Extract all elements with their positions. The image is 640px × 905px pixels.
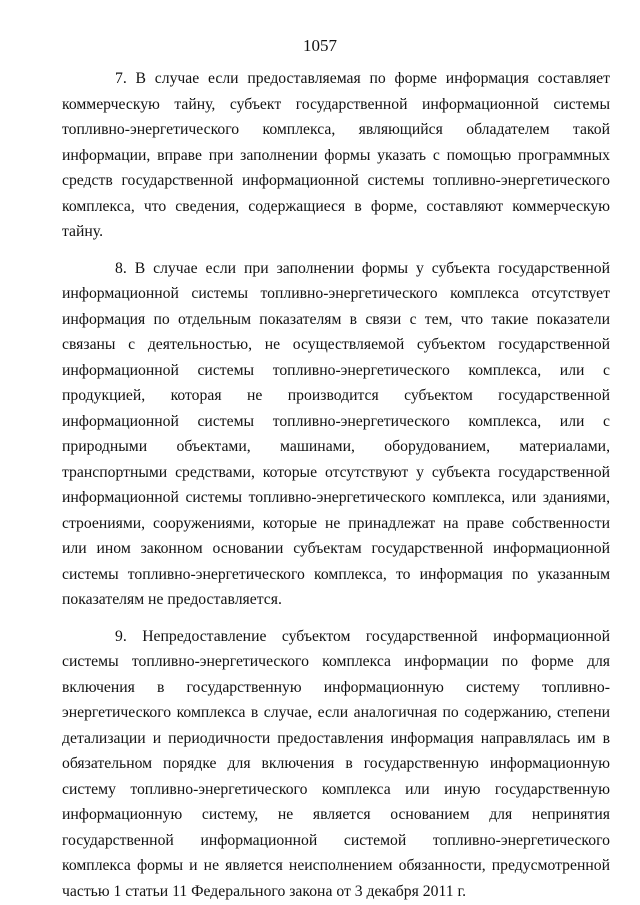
paragraph-7: 7. В случае если предоставляемая по форме информация составляет коммерческую тайну, субъект государственной информационной системы топливно-энергетического комплекса, являющийся обладателем такой информации, вправе при заполнении формы указать с помощью программных средств государственной информационной системы топливно-энергетического комплекса, что сведения, содержащиеся в форме, составляют коммерческую тайну.: [62, 70, 610, 240]
paragraph-8: 8. В случае если при заполнении формы у субъекта государственной информационной системы топливно-энергетического комплекса отсутствует информация по отдельным показателям в связи с тем, что такие показатели связаны с деятельностью, не осуществляемой субъектом государственной информационной системы топливно-энергетического комплекса, или с продукцией, которая не производится субъектом государственной информационной системы топливно-энергетического комплекса, или с природными объектами, машинами, оборудованием, материалами, транспортными средствами, которые отсутствуют у субъекта государственной информационной системы топливно-энергетического комплекса, или зданиями, строениями, сооружениями, которые не принадлежат на праве собственности или ином законном основании субъектам государственной информационной системы топливно-энергетического комплекса, то информация по указанным показателям не предоставляется.: [62, 259, 610, 608]
paragraph-9: 9. Непредоставление субъектом государственной информационной системы топливно-энергетического комплекса информации по форме для включения в государственную информационную систему топливно-энергетического комплекса в случае, если аналогичная по содержанию, степени детализации и периодичности предоставления информация направлялась им в обязательном порядке для включения в государственную информационную систему топливно-энергетического комплекса или иную государственную информационную систему, не является основанием для непринятия государственной информационной системой топливно-энергетического комплекса формы и не является неисполнением обязанности, предусмотренной частью 1 статьи 11 Федерального закона от 3 декабря 2011 г.: [62, 627, 610, 900]
document-body: [62, 66, 610, 904]
page-number: 1057: [303, 36, 337, 55]
